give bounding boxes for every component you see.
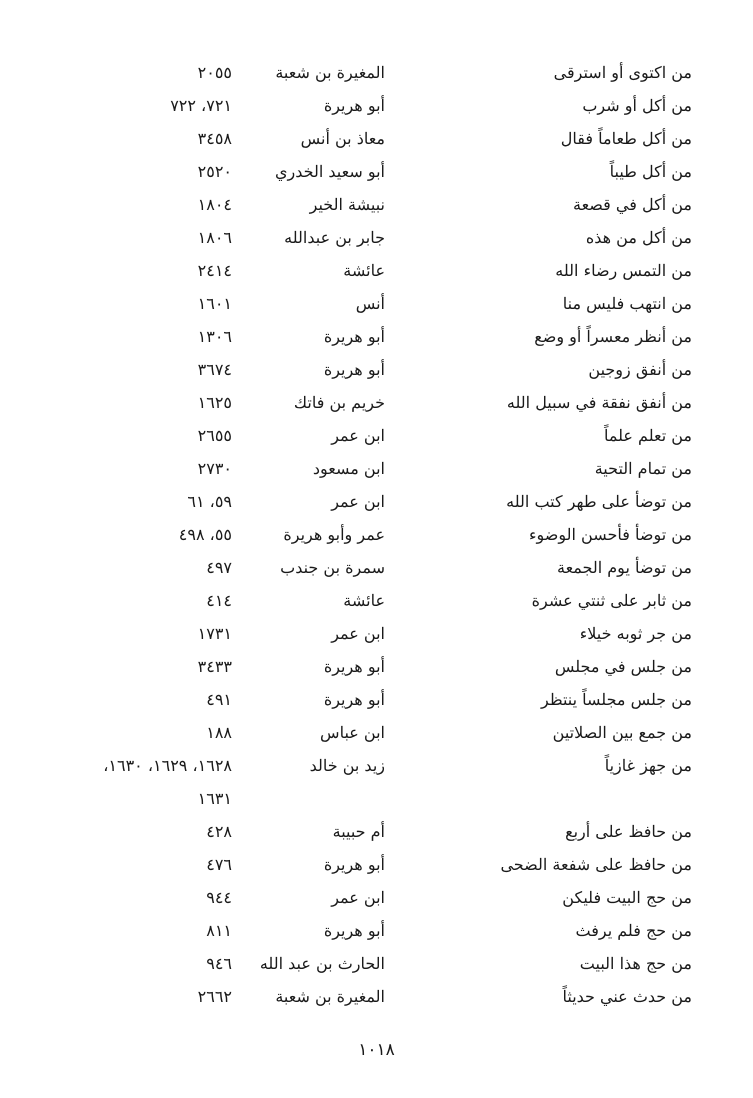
narrator-name: أنس bbox=[355, 294, 385, 313]
narrator-name: ابن مسعود bbox=[312, 459, 385, 478]
hadith-numbers: ٢٦٥٥ bbox=[197, 426, 232, 445]
hadith-numbers-continuation: ١٦٣١ bbox=[197, 789, 232, 808]
index-row bbox=[0, 650, 753, 683]
hadith-phrase: من جمع بين الصلاتين bbox=[552, 723, 692, 742]
hadith-phrase: من جهز غازياً bbox=[604, 756, 692, 775]
index-row bbox=[0, 419, 753, 452]
hadith-numbers: ١٧٣١ bbox=[197, 624, 232, 643]
hadith-phrase: من حافظ على شفعة الضحى bbox=[500, 855, 692, 874]
index-row bbox=[0, 716, 753, 749]
narrator-name: ابن عمر bbox=[331, 888, 385, 907]
hadith-numbers: ٩٤٤ bbox=[206, 888, 232, 907]
hadith-phrase: من جلس مجلساً ينتظر bbox=[541, 690, 692, 709]
hadith-numbers: ١٨٠٤ bbox=[197, 195, 232, 214]
index-row bbox=[0, 452, 753, 485]
hadith-phrase: من توضأ على طهر كتب الله bbox=[506, 492, 692, 511]
narrator-name: عمر وأبو هريرة bbox=[283, 525, 385, 544]
hadith-numbers: ٣٤٣٣ bbox=[197, 657, 232, 676]
index-row bbox=[0, 353, 753, 386]
index-row bbox=[0, 221, 753, 254]
index-row bbox=[0, 122, 753, 155]
index-row bbox=[0, 320, 753, 353]
hadith-phrase: من أنفق زوجين bbox=[588, 360, 692, 379]
hadith-numbers: ١٦٢٨، ١٦٢٩، ١٦٣٠، bbox=[103, 756, 232, 775]
narrator-name: أبو هريرة bbox=[323, 96, 385, 115]
narrator-name: الحارث بن عبد الله bbox=[259, 954, 385, 973]
index-row-continuation bbox=[0, 782, 753, 815]
hadith-phrase: من اكتوى أو استرقى bbox=[553, 63, 692, 82]
narrator-name: أبو هريرة bbox=[323, 360, 385, 379]
index-row bbox=[0, 188, 753, 221]
hadith-numbers: ٨١١ bbox=[206, 921, 232, 940]
hadith-phrase: من تمام التحية bbox=[594, 459, 692, 478]
hadith-numbers: ٥٩، ٦١ bbox=[187, 492, 232, 511]
narrator-name: ابن عمر bbox=[331, 624, 385, 643]
hadith-phrase: من جلس في مجلس bbox=[554, 657, 692, 676]
index-row bbox=[0, 881, 753, 914]
index-row bbox=[0, 56, 753, 89]
hadith-phrase: من حافظ على أربع bbox=[565, 822, 692, 841]
hadith-numbers: ٣٦٧٤ bbox=[197, 360, 232, 379]
hadith-phrase: من توضأ يوم الجمعة bbox=[556, 558, 692, 577]
index-row bbox=[0, 749, 753, 782]
hadith-phrase: من أنظر معسراً أو وضع bbox=[534, 327, 692, 346]
hadith-phrase: من حج البيت فليكن bbox=[562, 888, 692, 907]
hadith-phrase: من توضأ فأحسن الوضوء bbox=[528, 525, 692, 544]
hadith-phrase: من أنفق نفقة في سبيل الله bbox=[506, 393, 692, 412]
index-row bbox=[0, 683, 753, 716]
narrator-name: ابن عمر bbox=[331, 492, 385, 511]
index-row bbox=[0, 815, 753, 848]
narrator-name: المغيرة بن شعبة bbox=[275, 63, 385, 82]
narrator-name: جابر بن عبدالله bbox=[284, 228, 385, 247]
hadith-phrase: من أكل في قصعة bbox=[573, 195, 692, 214]
index-rows bbox=[0, 56, 753, 1013]
narrator-name: خريم بن فاتك bbox=[293, 393, 385, 412]
hadith-phrase: من حج فلم يرفث bbox=[575, 921, 692, 940]
narrator-name: أبو هريرة bbox=[323, 657, 385, 676]
index-row bbox=[0, 485, 753, 518]
index-row bbox=[0, 584, 753, 617]
narrator-name: المغيرة بن شعبة bbox=[275, 987, 385, 1006]
index-row bbox=[0, 551, 753, 584]
index-row bbox=[0, 386, 753, 419]
hadith-numbers: ٢٦٦٢ bbox=[197, 987, 232, 1006]
narrator-name: أبو هريرة bbox=[323, 921, 385, 940]
narrator-name: نبيشة الخير bbox=[309, 195, 385, 214]
narrator-name: أبو هريرة bbox=[323, 327, 385, 346]
index-row bbox=[0, 848, 753, 881]
hadith-numbers: ٣٤٥٨ bbox=[197, 129, 232, 148]
narrator-name: أم حبيبة bbox=[332, 822, 385, 841]
narrator-name: ابن عباس bbox=[320, 723, 385, 742]
hadith-phrase: من أكل من هذه bbox=[585, 228, 692, 247]
index-row bbox=[0, 914, 753, 947]
index-row bbox=[0, 518, 753, 551]
hadith-numbers: ٩٤٦ bbox=[206, 954, 232, 973]
hadith-numbers: ٥٥، ٤٩٨ bbox=[178, 525, 232, 544]
hadith-numbers: ١٨٠٦ bbox=[197, 228, 232, 247]
hadith-phrase: من التمس رضاء الله bbox=[555, 261, 692, 280]
narrator-name: معاذ بن أنس bbox=[300, 129, 385, 148]
hadith-numbers: ٧٢١، ٧٢٢ bbox=[170, 96, 232, 115]
hadith-numbers: ٢٠٥٥ bbox=[197, 63, 232, 82]
hadith-numbers: ٤١٤ bbox=[206, 591, 232, 610]
hadith-numbers: ٢٥٢٠ bbox=[197, 162, 232, 181]
index-row bbox=[0, 89, 753, 122]
page-number: ١٠١٨ bbox=[358, 1040, 395, 1060]
narrator-name: أبو سعيد الخدري bbox=[275, 162, 385, 181]
hadith-numbers: ٤٢٨ bbox=[206, 822, 232, 841]
narrator-name: أبو هريرة bbox=[323, 690, 385, 709]
hadith-phrase: من حج هذا البيت bbox=[579, 954, 692, 973]
narrator-name: عائشة bbox=[343, 591, 385, 610]
narrator-name: عائشة bbox=[343, 261, 385, 280]
hadith-numbers: ١٦٠١ bbox=[197, 294, 232, 313]
narrator-name: زيد بن خالد bbox=[309, 756, 385, 775]
index-row bbox=[0, 254, 753, 287]
hadith-numbers: ٢٧٣٠ bbox=[197, 459, 232, 478]
hadith-numbers: ٤٩١ bbox=[206, 690, 232, 709]
hadith-phrase: من تعلم علماً bbox=[603, 426, 692, 445]
hadith-phrase: من أكل طيباً bbox=[609, 162, 692, 181]
narrator-name: أبو هريرة bbox=[323, 855, 385, 874]
hadith-numbers: ٢٤١٤ bbox=[197, 261, 232, 280]
hadith-numbers: ١٨٨ bbox=[206, 723, 232, 742]
hadith-numbers: ٤٩٧ bbox=[206, 558, 232, 577]
hadith-phrase: من انتهب فليس منا bbox=[562, 294, 692, 313]
hadith-phrase: من ثابر على ثنتي عشرة bbox=[531, 591, 692, 610]
index-row bbox=[0, 980, 753, 1013]
index-row bbox=[0, 155, 753, 188]
index-row bbox=[0, 287, 753, 320]
hadith-phrase: من أكل طعاماً فقال bbox=[560, 129, 692, 148]
hadith-numbers: ١٦٢٥ bbox=[197, 393, 232, 412]
hadith-phrase: من أكل أو شرب bbox=[582, 96, 692, 115]
hadith-phrase: من جر ثوبه خيلاء bbox=[579, 624, 692, 643]
index-row bbox=[0, 617, 753, 650]
narrator-name: سمرة بن جندب bbox=[280, 558, 385, 577]
narrator-name: ابن عمر bbox=[331, 426, 385, 445]
index-row bbox=[0, 947, 753, 980]
hadith-numbers: ١٣٠٦ bbox=[197, 327, 232, 346]
hadith-numbers: ٤٧٦ bbox=[206, 855, 232, 874]
hadith-phrase: من حدث عني حديثاً bbox=[562, 987, 692, 1006]
